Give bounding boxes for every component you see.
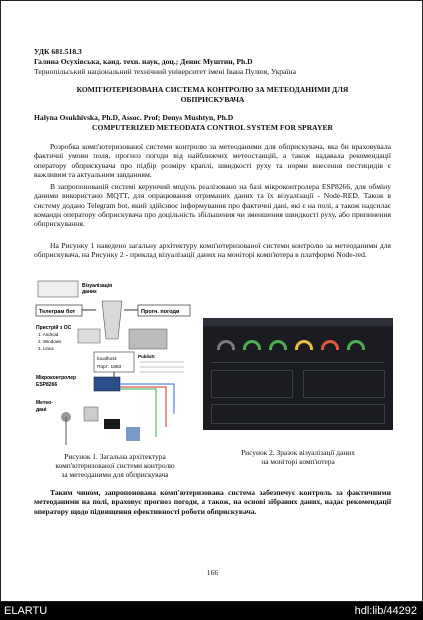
footer-repository: ELARTU [4, 605, 48, 617]
title-ua-line2: ОБПРИСКУВАЧА [180, 95, 245, 104]
label-os1: 1. Android [38, 332, 59, 337]
gauge-icon [347, 340, 365, 350]
paragraph-1: Розробка комп'ютеризованої системи контролю за метеоданими для обприскувача, яка би враховувала фактичні умови поля, прогноз погоди від найближчих метеостанцій, а також надавала рекомендації оператору обприскувача про підбір розміру краплі, швидкості руху та норми внесення пестицидів є важливим та актуальним завданням. [34, 142, 391, 179]
sensor-icon [84, 407, 98, 421]
temperature-sensor-icon [104, 419, 120, 429]
conclusion-paragraph: Таким чином, запропонована комп'ютеризована система забезпечує контроль за фактичними метеоданими на полі, враховує прогноз погоди, а також, на основі зібраних даних, надає рекомендації оператору щодо підвищення ефективності роботи обприскувача. [34, 488, 391, 516]
label-os3: 3. Linux [38, 346, 54, 351]
gauge-icon [217, 340, 235, 350]
label-publish: Publish: [138, 354, 156, 359]
gauge-icon [295, 340, 313, 350]
server-icon [129, 329, 167, 349]
label-port: Порт: 1883 [97, 365, 122, 370]
architecture-diagram [34, 279, 192, 447]
label-os2: 2. Windows [38, 339, 62, 344]
figure1-caption-line3: за метеоданими для обприскувача [61, 470, 169, 479]
gauge-icon [243, 340, 261, 350]
label-viz2: даних [82, 289, 97, 295]
figure1-caption-line2: комп'ютеризованої системи контролю [55, 461, 175, 470]
figure2-caption-line2: на моніторі комп'ютера [261, 457, 335, 466]
title-ua-line1: КОМП'ЮТЕРИЗОВАНА СИСТЕМА КОНТРОЛЮ ЗА МЕТЕОДАНИМИ ДЛЯ [76, 85, 349, 94]
authors-en: Halyna Osukhivska, Ph.D, Assoc. Prof; Denys Mushtyn, Ph.D [34, 113, 234, 122]
gauge-icon [269, 340, 287, 350]
gauge-icon [321, 340, 339, 350]
label-meteo: Метео- [36, 400, 53, 406]
label-devices: Пристрій з ОС [36, 325, 72, 331]
esp8266-board-icon [94, 377, 120, 391]
label-mc: Мікроконтролер [36, 375, 77, 381]
figure2-caption-line1: Рисунок 2. Зразок візуалізації даних [241, 448, 355, 457]
humidity-sensor-icon [126, 427, 140, 441]
chart-panel [303, 370, 385, 398]
footer-handle: hdl:lib/44292 [354, 605, 417, 617]
label-viz: Візуалізація [82, 283, 113, 289]
label-esp: ESP8266 [36, 382, 58, 388]
paragraph-2: В запропонованій системі керуючий модуль реалізовано на базі мікроконтролера ESP8266, для обміну даними використано MQTT, для опрацювання отриманих даних та їх візуалізації - Node-RED. Також в систему додано Telegram bot, який здійснює інформування про фактичні дані, які є на полі, а також надсилає команди оператору обприскувача про доцільність збільшення чи зменшення швидкості руху, або припинення обприскування. [34, 182, 391, 229]
title-en: COMPUTERIZED METEODATA CONTROL SYSTEM FOR SPRAYER [92, 123, 333, 132]
affiliation: Тернопільський національний технічний університет імені Івана Пулюя, Україна [34, 67, 296, 76]
authors-ua: Галина Осухівська, канд. техн. наук, доц.; Денис Муштин, Ph.D [34, 57, 253, 66]
label-localhost: localhost: [97, 357, 118, 362]
label-telegram: Телеграм бот [39, 309, 76, 315]
figure1-caption-line1: Рисунок 1. Загальна архітектура [64, 452, 166, 461]
dashboard-top-bar [203, 318, 393, 326]
laptop-icon [78, 329, 100, 343]
page-number: 166 [206, 568, 219, 577]
chart-panel [211, 370, 293, 398]
footer-bar [0, 602, 423, 620]
paragraph-3: На Рисунку 1 наведено загальну архітектуру комп'ютеризованої системи контролю за метеоданими для обприскувача, на Рисунку 2 - приклад візуалізації даних на моніторі комп'ютера в платформі Node-red. [34, 241, 391, 260]
chart-panel [211, 404, 385, 424]
dashboard-screenshot [203, 318, 393, 430]
label-forecast: Прогн. погоди [141, 309, 180, 315]
udk-code: УДК 681.518.3 [34, 47, 82, 56]
label-meteo2: дані [36, 407, 47, 413]
monitor-icon [38, 281, 78, 297]
